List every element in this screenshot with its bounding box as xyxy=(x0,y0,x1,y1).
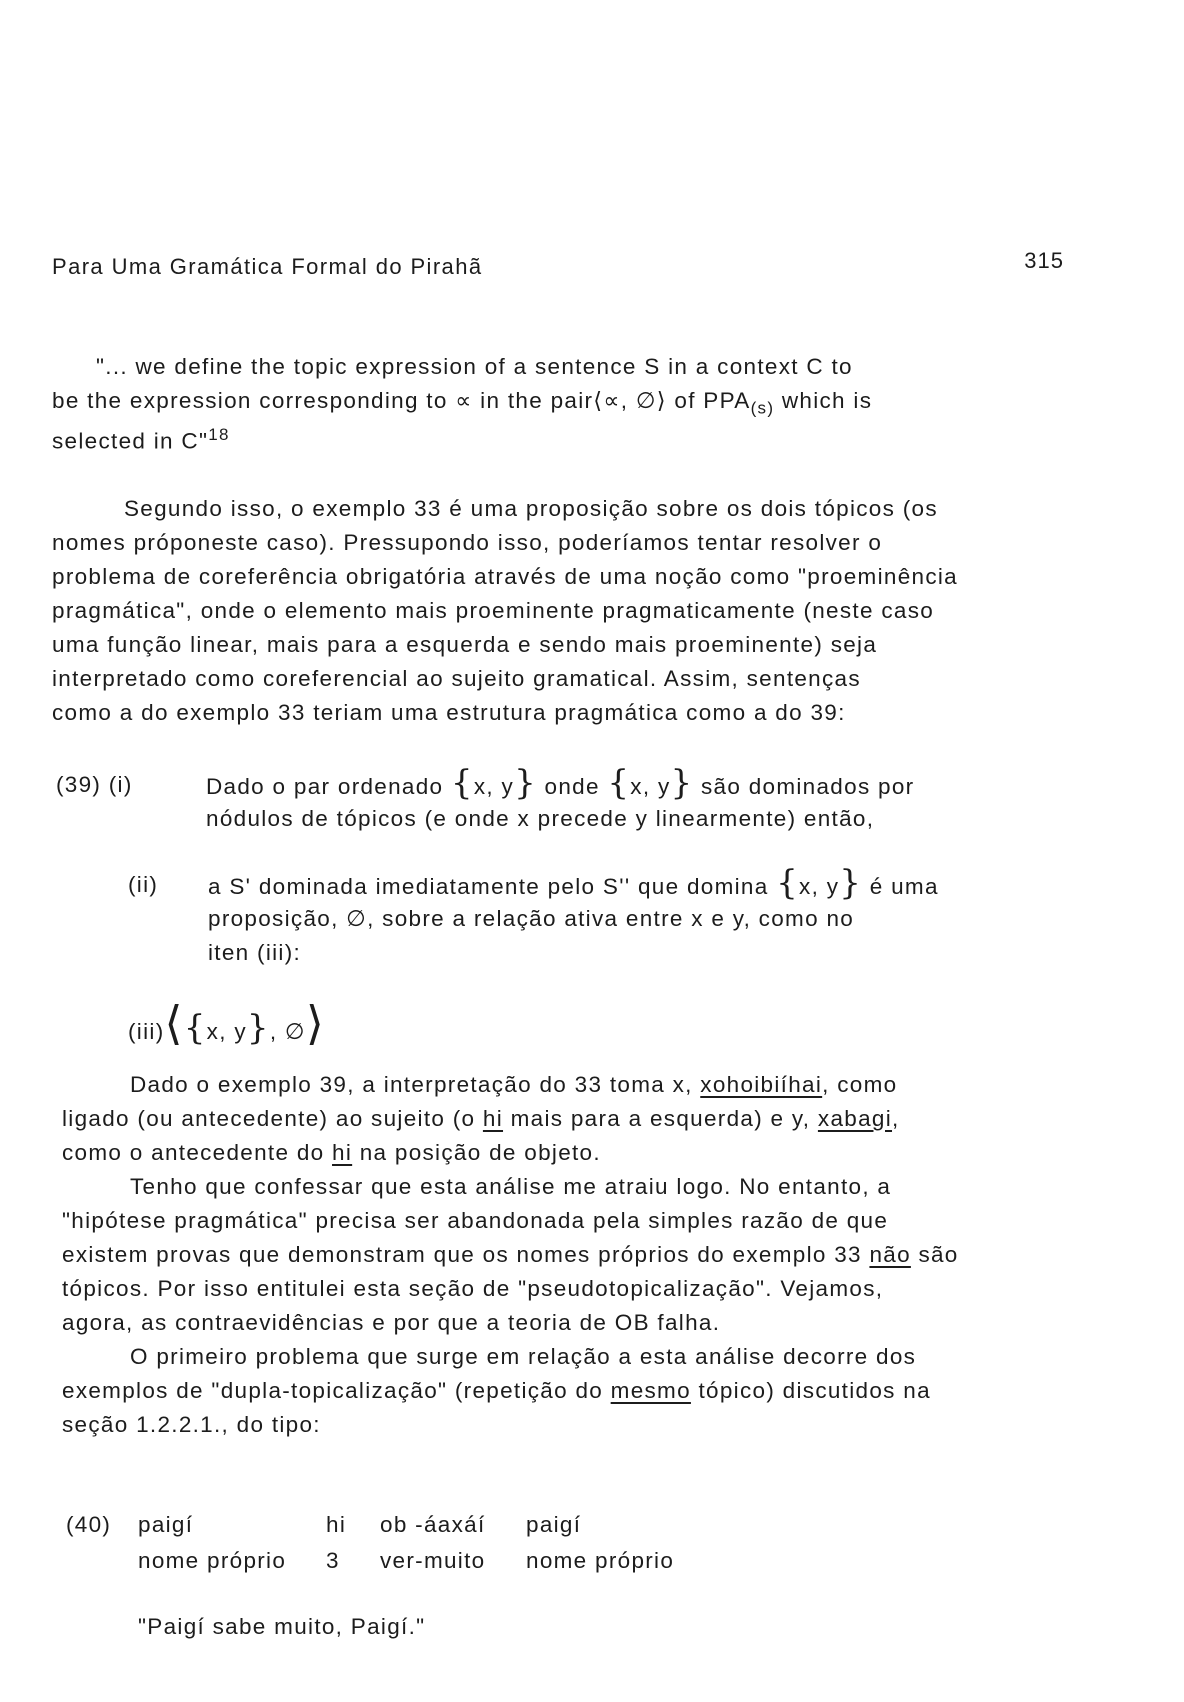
body-text: são xyxy=(910,1242,959,1267)
body-text: na posição de objeto. xyxy=(352,1140,601,1165)
example-39-i-line-1 xyxy=(206,763,915,803)
underlined-term: hi xyxy=(482,1106,504,1131)
para1-line-2: nomes próponeste caso). Pressupondo isso, poderíamos tentar resolver o xyxy=(52,530,883,555)
example-39-ii-label: (ii) xyxy=(128,872,159,897)
brace-open: { xyxy=(450,763,474,803)
example-39-iii xyxy=(128,996,326,1050)
underlined-term: hi xyxy=(332,1140,353,1165)
para1-line-3: problema de coreferência obrigatória através de uma noção como "proeminência xyxy=(52,564,958,589)
brace-close: } xyxy=(670,763,694,803)
angle-open: ⟨ xyxy=(164,996,184,1050)
body-text: , como xyxy=(822,1072,898,1097)
subscript-s: (s) xyxy=(750,398,775,418)
pair-notation: ⟨∝, ∅⟩ xyxy=(593,388,667,413)
quote-text: be the expression corresponding to xyxy=(52,388,448,413)
example-40-free-translation: "Paigí sabe muito, Paigí." xyxy=(138,1614,426,1639)
para3-line-4: tópicos. Por isso entitulei esta seção de "pseudotopicalização". Vejamos, xyxy=(62,1276,884,1301)
brace-close: } xyxy=(514,763,537,803)
quote-line-3 xyxy=(52,420,230,457)
page-number: 315 xyxy=(1024,248,1064,273)
example-text: são dominados por xyxy=(693,774,915,799)
running-title: Para Uma Gramática Formal do Pirahã xyxy=(52,254,483,279)
brace-close: } xyxy=(246,1008,270,1048)
gloss-translation-1: nome próprio xyxy=(138,1548,287,1573)
para3-line-5: agora, as contraevidências e por que a teoria de OB falha. xyxy=(62,1310,721,1335)
para3-line-1: Tenho que confessar que esta análise me atraiu logo. No entanto, a xyxy=(130,1174,892,1199)
para1-line-1: Segundo isso, o exemplo 33 é uma proposição sobre os dois tópicos (os xyxy=(124,496,938,521)
example-39-ii-line-2: proposição, ∅, sobre a relação ativa entre x e y, como no xyxy=(208,906,855,931)
gloss-translation-4: nome próprio xyxy=(526,1548,675,1573)
gloss-word-2: hi xyxy=(326,1512,347,1537)
brace-close: } xyxy=(839,863,863,903)
example-39-label: (39) (i) xyxy=(56,772,133,797)
example-text: Dado o par ordenado xyxy=(206,774,451,799)
para2-line-2 xyxy=(62,1104,900,1134)
example-text: a S' dominada imediatamente pelo S'' que domina xyxy=(208,874,777,899)
gloss-translation-3: ver-muito xyxy=(380,1548,486,1573)
body-text: mais para a esquerda) e y, xyxy=(503,1106,818,1131)
gloss-translation-2: 3 xyxy=(326,1548,340,1573)
body-text: , xyxy=(892,1106,900,1131)
brace-open: { xyxy=(776,863,800,903)
quote-text: of PPA xyxy=(666,388,751,413)
underlined-term: não xyxy=(869,1242,911,1267)
brace-open: { xyxy=(607,763,631,803)
para2-line-3 xyxy=(62,1138,601,1168)
footnote-marker: 18 xyxy=(208,425,230,444)
pair-variables: x, y xyxy=(473,774,515,799)
example-39-ii-line-1 xyxy=(208,863,939,903)
quote-text: selected in C" xyxy=(52,428,209,454)
gloss-word-3: ob -áaxáí xyxy=(380,1512,486,1537)
example-40-label: (40) xyxy=(66,1512,112,1537)
underlined-term: xohoibiíhai xyxy=(700,1072,823,1097)
para4-line-2 xyxy=(62,1376,931,1406)
para2-line-1 xyxy=(130,1070,897,1100)
running-header xyxy=(52,248,1064,282)
pair-variables: x, y xyxy=(799,874,840,899)
body-text: existem provas que demonstram que os nomes próprios do exemplo 33 xyxy=(62,1242,870,1267)
body-text: ligado (ou antecedente) ao sujeito (o xyxy=(62,1106,483,1131)
example-39-iii-label: (iii) xyxy=(128,1019,165,1044)
null-symbol: , ∅ xyxy=(269,1019,306,1044)
body-text: exemplos de "dupla-topicalização" (repetição do xyxy=(62,1378,611,1403)
alpha-symbol: ∝ xyxy=(455,388,473,413)
angle-close: ⟩ xyxy=(305,996,326,1050)
para3-line-2: "hipótese pragmática" precisa ser abandonada pela simples razão de que xyxy=(62,1208,889,1233)
underlined-term: xabagi xyxy=(817,1106,893,1131)
para4-line-1: O primeiro problema que surge em relação a esta análise decorre dos xyxy=(130,1344,917,1369)
example-39-ii-line-3: iten (iii): xyxy=(208,940,302,965)
quote-text: in the pair xyxy=(472,388,594,413)
para1-line-4: pragmática", onde o elemento mais proeminente pragmaticamente (neste caso xyxy=(52,598,935,623)
brace-open: { xyxy=(183,1008,207,1048)
example-text: é uma xyxy=(862,874,939,899)
example-text: onde xyxy=(537,774,608,799)
quote-line-1: "... we define the topic expression of a sentence S in a context C to xyxy=(96,354,853,379)
para1-line-5: uma função linear, mais para a esquerda e sendo mais proeminente) seja xyxy=(52,632,878,657)
gloss-word-4: paigí xyxy=(526,1512,582,1537)
pair-variables: x, y xyxy=(206,1019,247,1044)
quote-line-2 xyxy=(52,386,872,424)
underlined-term: mesmo xyxy=(610,1378,691,1403)
body-text: tópico) discutidos na xyxy=(690,1378,931,1403)
para3-line-3 xyxy=(62,1240,959,1270)
example-39-i-line-2: nódulos de tópicos (e onde x precede y linearmente) então, xyxy=(206,806,875,831)
body-text: Dado o exemplo 39, a interpretação do 33 toma x, xyxy=(130,1072,701,1097)
para4-line-3: seção 1.2.2.1., do tipo: xyxy=(62,1412,321,1437)
body-text: como o antecedente do xyxy=(62,1140,333,1165)
quote-text: which is xyxy=(774,388,873,413)
gloss-word-1: paigí xyxy=(138,1512,194,1537)
para1-line-7: como a do exemplo 33 teriam uma estrutura pragmática como a do 39: xyxy=(52,700,846,725)
pair-variables: x, y xyxy=(630,774,671,799)
para1-line-6: interpretado como coreferencial ao sujeito gramatical. Assim, sentenças xyxy=(52,666,861,691)
